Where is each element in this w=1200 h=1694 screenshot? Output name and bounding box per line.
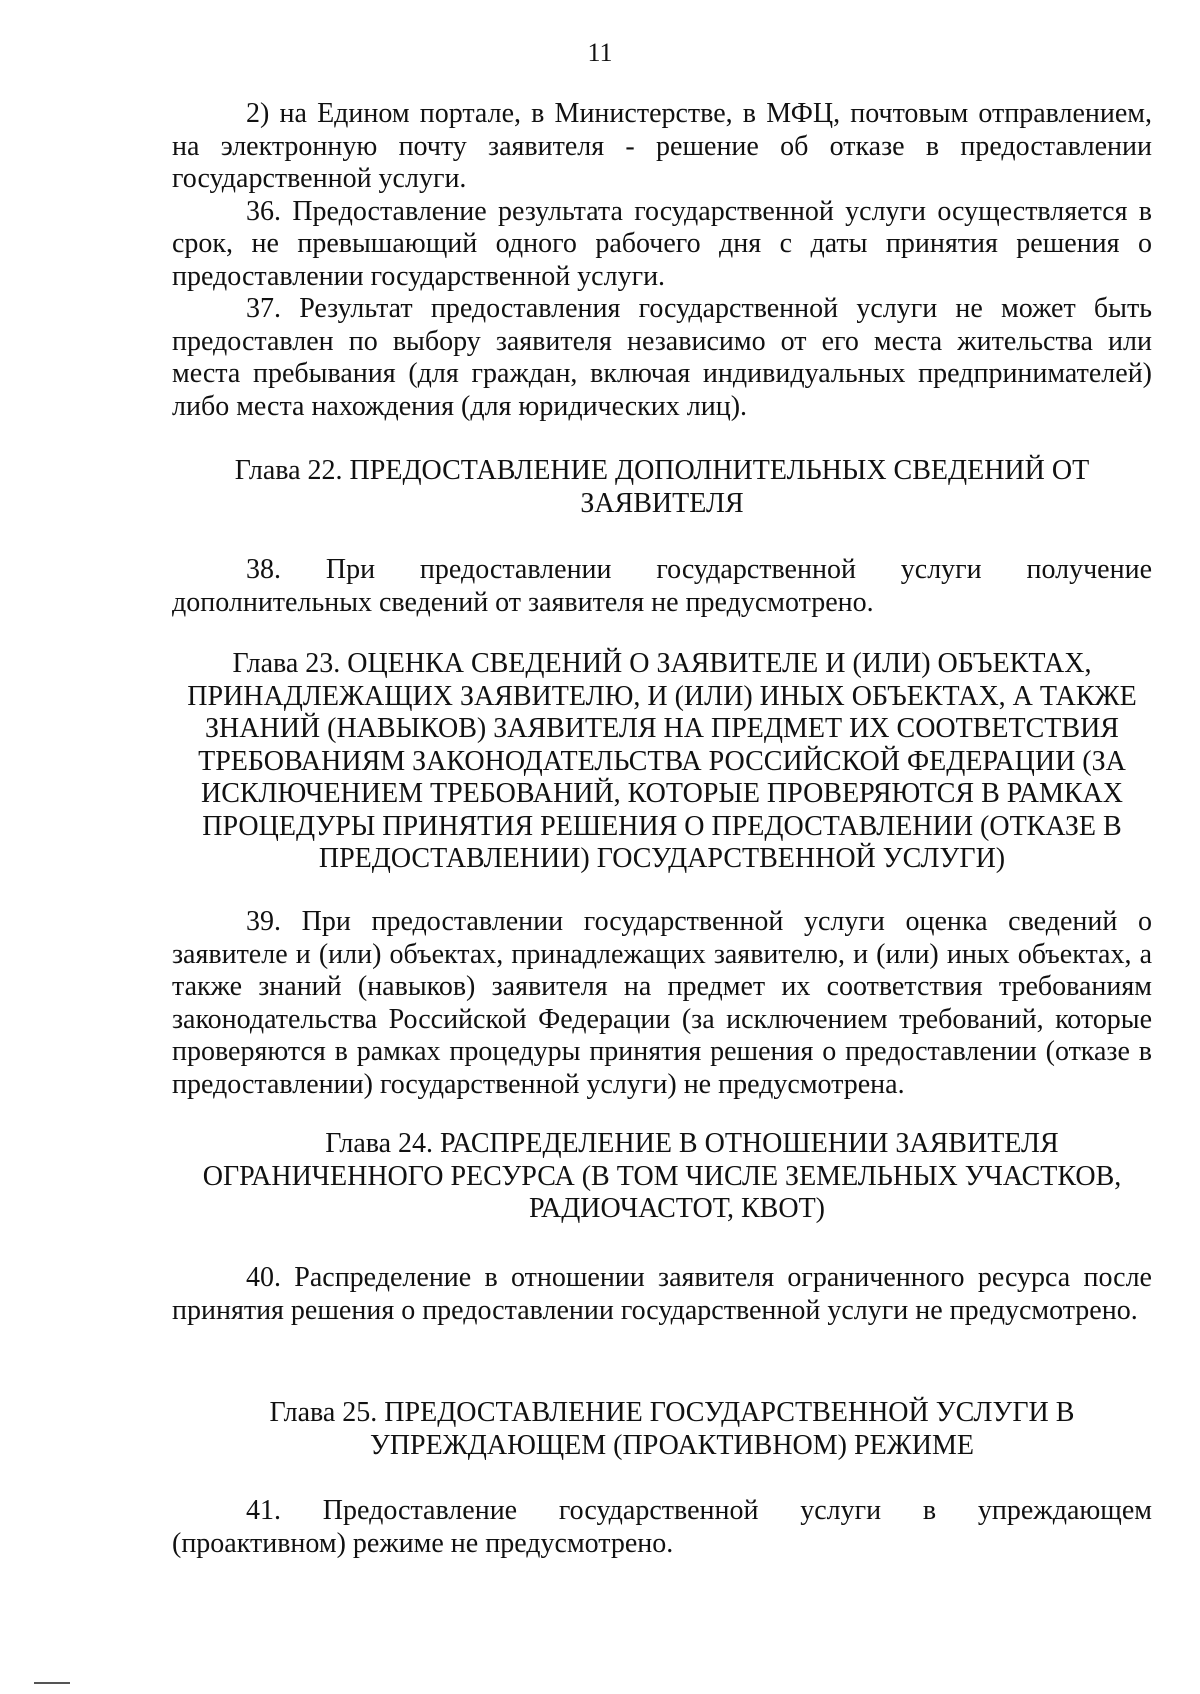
paragraph-41: 41. Предоставление государственной услуги в упреждающем (проактивном) режиме не предусмотрено.	[172, 1495, 1152, 1559]
chapter-24-heading-line: РАДИОЧАСТОТ, КВОТ)	[528, 1193, 825, 1224]
chapter-23-heading-line: ПРИНАДЛЕЖАЩИХ ЗАЯВИТЕЛЮ, И (ИЛИ) ИНЫХ ОБЪЕКТАХ, А ТАКЖЕ	[187, 680, 1137, 712]
chapter-23-heading-line: ПРОЦЕДУРЫ ПРИНЯТИЯ РЕШЕНИЯ О ПРЕДОСТАВЛЕНИИ (ОТКАЗЕ В	[202, 810, 1122, 842]
chapter-22-heading-line: ЗАЯВИТЕЛЯ	[580, 487, 744, 519]
scan-artifact-line	[34, 1682, 70, 1684]
chapter-24-heading	[172, 1128, 1152, 1226]
chapter-24-heading-line: ОГРАНИЧЕННОГО РЕСУРСА (В ТОМ ЧИСЛЕ ЗЕМЕЛЬНЫХ УЧАСТКОВ,	[202, 1160, 1122, 1192]
top-text-block	[172, 98, 1152, 423]
chapter-23-heading	[172, 648, 1152, 876]
chapter-25-body	[172, 1495, 1152, 1560]
chapter-23-heading-line: ТРЕБОВАНИЯМ ЗАКОНОДАТЕЛЬСТВА РОССИЙСКОЙ ФЕДЕРАЦИИ (ЗА	[198, 745, 1126, 777]
chapter-23-body	[172, 906, 1152, 1101]
chapter-22-heading-line: Глава 22. ПРЕДОСТАВЛЕНИЕ ДОПОЛНИТЕЛЬНЫХ СВЕДЕНИЙ ОТ	[234, 455, 1090, 486]
chapter-25-heading	[172, 1397, 1152, 1462]
chapter-23-heading-line: ПРЕДОСТАВЛЕНИИ) ГОСУДАРСТВЕННОЙ УСЛУГИ)	[318, 843, 1006, 874]
page-number: 11	[587, 38, 613, 67]
chapter-25-heading-line: Глава 25. ПРЕДОСТАВЛЕНИЕ ГОСУДАРСТВЕННОЙ УСЛУГИ В	[269, 1397, 1075, 1428]
chapter-25-heading-line: УПРЕЖДАЮЩЕМ (ПРОАКТИВНОМ) РЕЖИМЕ	[370, 1429, 974, 1461]
paragraph-40: 40. Распределение в отношении заявителя ограниченного ресурса после принятия решения о предоставлении государственной услуги не предусмотрено.	[172, 1262, 1152, 1326]
chapter-22-body	[172, 554, 1152, 619]
paragraph-38: 38. При предоставлении государственной услуги получение дополнительных сведений от заявителя не предусмотрено.	[172, 554, 1152, 618]
paragraph-36: 36. Предоставление результата государственной услуги осуществляется в срок, не превышающий одного рабочего дня с даты принятия решения о предоставлении государственной услуги.	[172, 195, 1152, 292]
continuation-item-2: 2) на Едином портале, в Министерстве, в МФЦ, почтовым отправлением, на электронную почту заявителя - решение об отказе в предоставлении государственной услуги.	[172, 98, 1152, 194]
paragraph-37: 37. Результат предоставления государственной услуги не может быть предоставлен по выбору заявителя независимо от его места жительства или места пребывания (для граждан, включая индивидуальных предпринимателей) либо места нахождения (для юридических лиц).	[172, 293, 1152, 422]
chapter-24-body	[172, 1262, 1152, 1327]
chapter-22-heading	[172, 455, 1152, 520]
paragraph-39: 39. При предоставлении государственной услуги оценка сведений о заявителе и (или) объектах, принадлежащих заявителю, и (или) иных объектах, а также знаний (навыков) заявителя на предмет их соответствия требованиям законодательства Российской Федерации (за исключением требований, которые проверяются в рамках процедуры принятия решения о предоставлении (отказе в предоставлении) государственной услуги) не предусмотрена.	[172, 906, 1152, 1100]
chapter-24-heading-line: Глава 24. РАСПРЕДЕЛЕНИЕ В ОТНОШЕНИИ ЗАЯВИТЕЛЯ	[325, 1128, 1059, 1159]
chapter-23-heading-line: ЗНАНИЙ (НАВЫКОВ) ЗАЯВИТЕЛЯ НА ПРЕДМЕТ ИХ СООТВЕТСТВИЯ	[205, 713, 1119, 744]
chapter-23-heading-line: ИСКЛЮЧЕНИЕМ ТРЕБОВАНИЙ, КОТОРЫЕ ПРОВЕРЯЮТСЯ В РАМКАХ	[200, 778, 1123, 809]
chapter-23-heading-line: Глава 23. ОЦЕНКА СВЕДЕНИЙ О ЗАЯВИТЕЛЕ И (ИЛИ) ОБЪЕКТАХ,	[232, 648, 1092, 679]
